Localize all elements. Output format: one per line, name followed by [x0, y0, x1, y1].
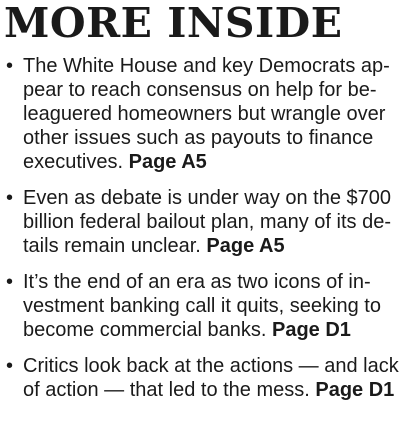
teaser-item-investment-banks: [2, 270, 401, 342]
teaser-text-end: become commercial banks.: [23, 319, 272, 341]
teaser-item-bailout-details: [2, 186, 401, 258]
teaser-text-end: tails remain unclear.: [23, 235, 207, 257]
teaser-last-line: [23, 234, 401, 258]
teaser-text-line: Even as debate is under way on the $700: [23, 187, 392, 209]
page-reference: Page D1: [271, 319, 351, 341]
teaser-list: [2, 54, 409, 402]
bullet-marker: •: [6, 187, 14, 209]
bullet-marker: •: [6, 55, 14, 77]
bullet-marker: •: [6, 271, 14, 293]
page-reference: Page D1: [315, 379, 395, 401]
page-reference: Page A5: [128, 151, 207, 173]
teaser-text-line: billion federal bailout plan, many of its de-: [23, 211, 391, 233]
teaser-item-bailout-consensus: [2, 54, 401, 174]
teaser-last-line: [23, 150, 401, 174]
teaser-text-end: executives.: [23, 151, 129, 173]
teaser-text-end: of action — that led to the mess.: [23, 379, 316, 401]
teaser-text-line: The White House and key Democrats ap-: [23, 55, 390, 77]
teaser-last-line: [23, 378, 401, 402]
teaser-last-line: [23, 318, 401, 342]
teaser-text-line: other issues such as payouts to finance: [23, 127, 374, 149]
bullet-marker: •: [6, 355, 14, 377]
teaser-item-critics: [2, 354, 401, 402]
teaser-text-line: vestment banking call it quits, seeking to: [23, 295, 381, 317]
teaser-text-line: leaguered homeowners but wrangle over: [23, 103, 386, 125]
teaser-text-line: Critics look back at the actions — and lack: [23, 355, 399, 377]
page-reference: Page A5: [206, 235, 285, 257]
teaser-text-line: pear to reach consensus on help for be-: [23, 79, 377, 101]
section-headline: MORE INSIDE: [4, 0, 343, 47]
teaser-text-line: It’s the end of an era as two icons of in-: [23, 271, 371, 293]
